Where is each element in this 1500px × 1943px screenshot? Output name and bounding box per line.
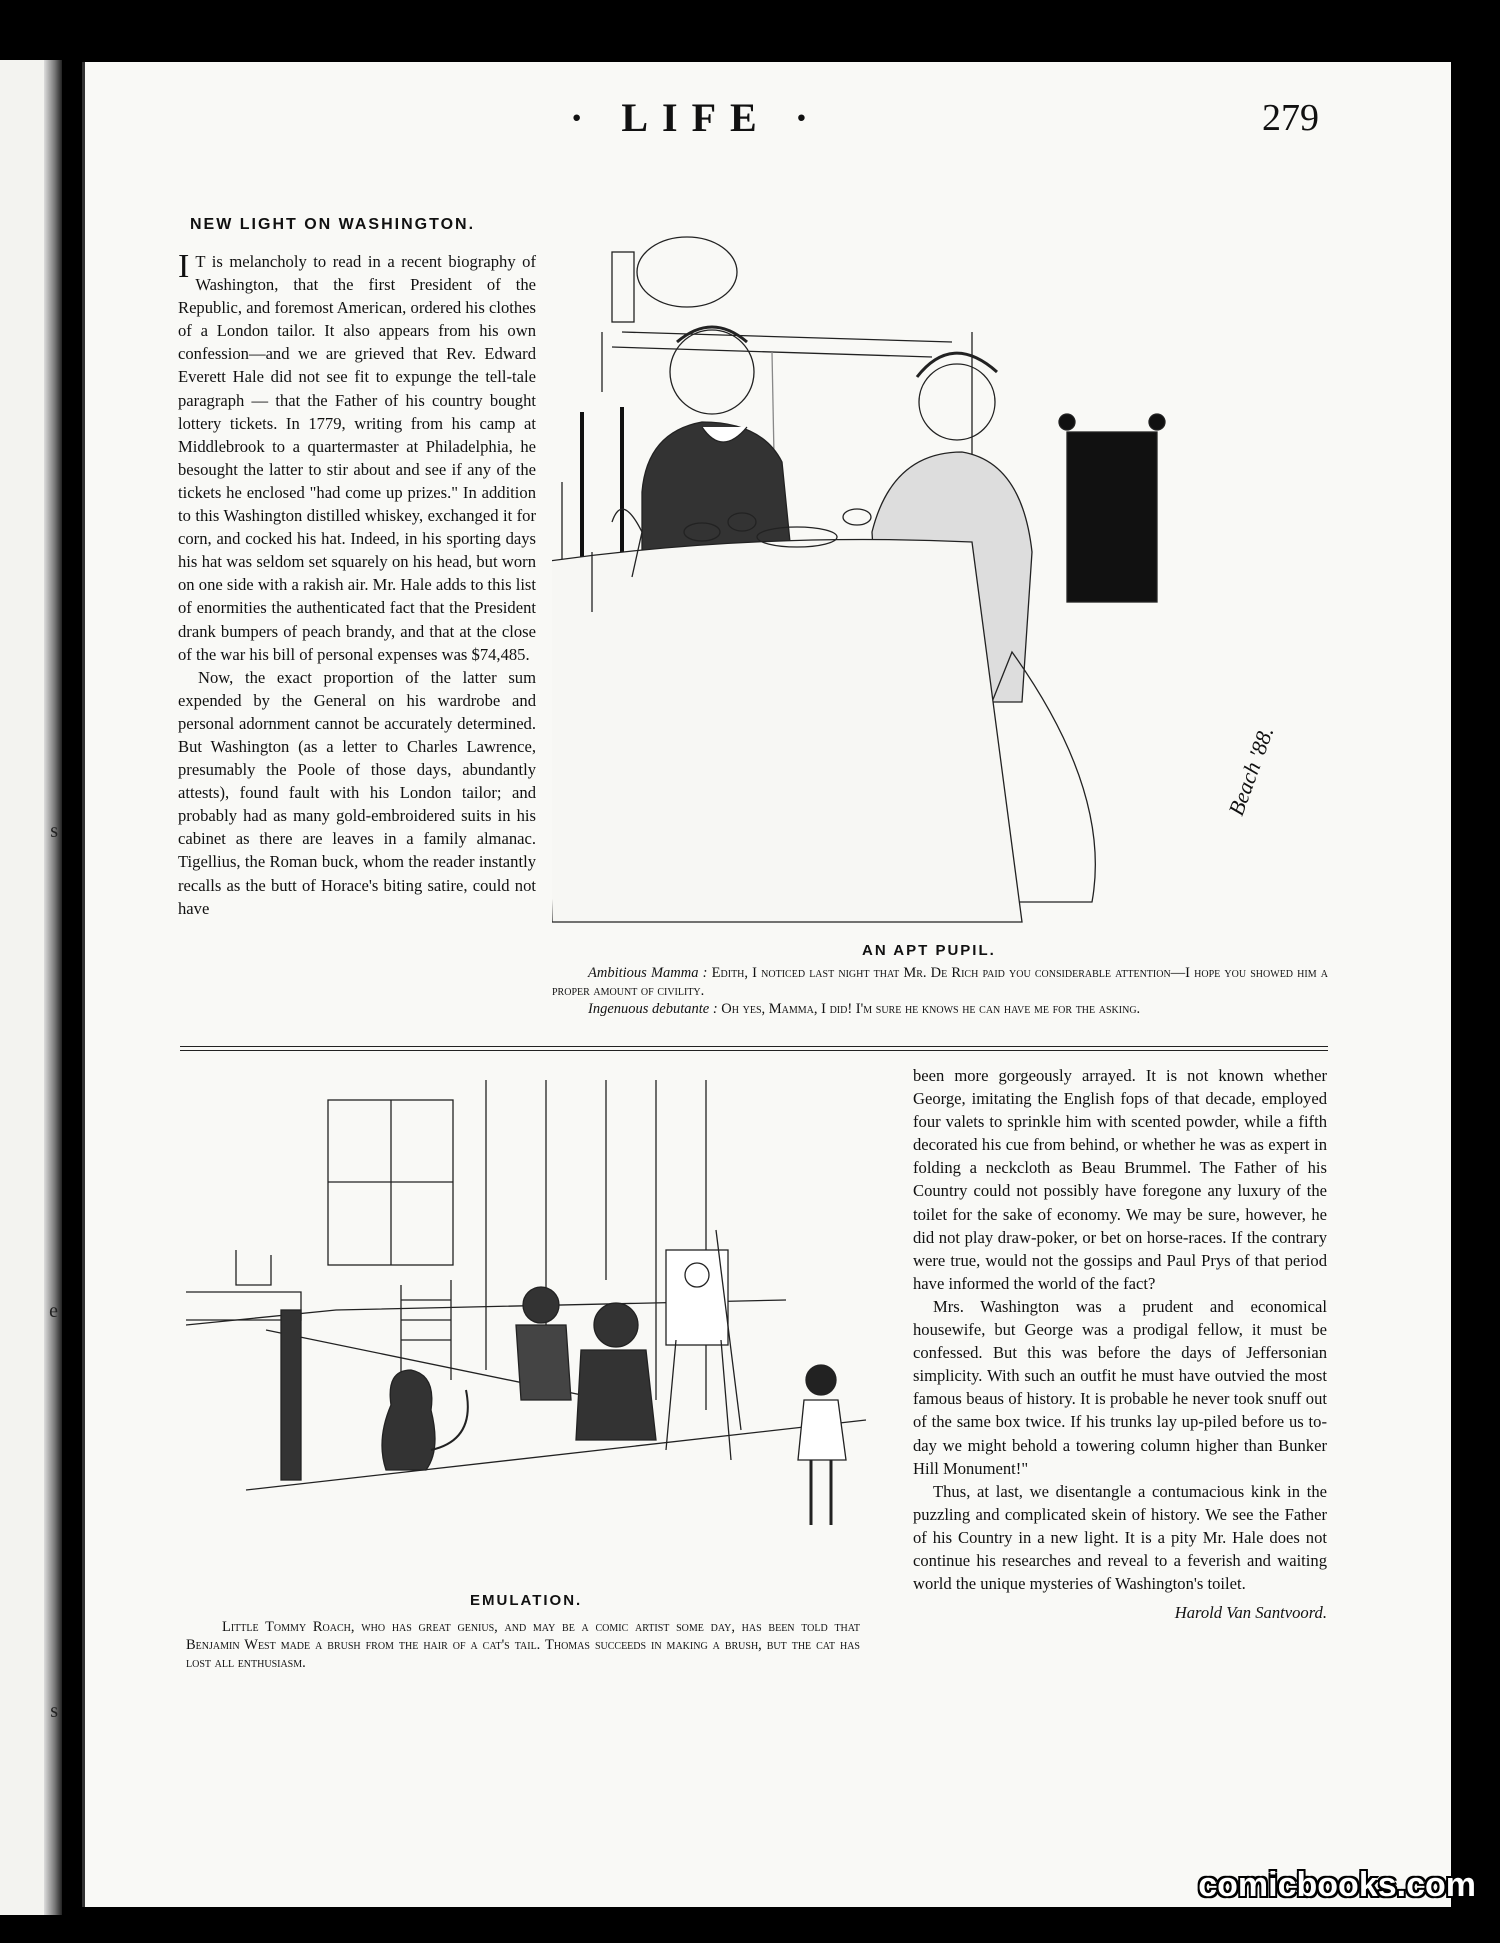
article-paragraph: IT is melancholy to read in a recent biography of Washington, that the first President of the Republic, and foremost American, ordered his clothes of a London tailor. It also appears from his own confession—and we are grieved that Rev. Edward Everett Hale did not see fit to expunge the tell-tale paragraph — that the Father of his country bought lottery tickets. In 1779, writing from his camp at Middlebrook to a quartermaster at Philadelphia, he besought the latter to stir about and see if any of the tickets he enclosed "had come up prizes." In addition to this Washington distilled whiskey, exchanged it for corn, and cocked his hat. Indeed, in his sporting days his hat was seldom set squarely on his head, but worn on one side with a rakish air. Mr. Hale adds to this list of enormities the authenticated fact that the President drank bumpers of peach brandy, and that at the close of the war his bill of personal expenses was $74,485. [178,248,536,664]
article-paragraph: Thus, at last, we disentangle a contumacious kink in the puzzling and complicated skein of history. We see the Father of his Country in a new light. It is a pity Mr. Hale does not continue his researches and reveal to a feverish and waiting world the unique mysteries of Washington's toilet. [913,1481,1327,1594]
page-number: 279 [1262,97,1319,139]
article-paragraph: Mrs. Washington was a prudent and economical housewife, but George was a prodigal fellow, it must be confessed. But this was before the days of Jeffersonian simplicity. With such an outfit he must have outvied the most famous beaus of history. It is probable he never took snuff out of the same box twice. If his trunks lay up-piled before us to-day we might behold a towering column higher than Bunker Hill Monument!" [913,1296,1327,1478]
dialogue-line: Edith, I noticed last night that Mr. De Rich paid you considerable attention—I hope you showed him a proper amount of civility. [552,965,1328,999]
article-paragraph: Now, the exact proportion of the latter sum expended by the General on his wardrobe and personal adornment cannot be accurately determined. But Washington (as a letter to Charles Lawrence, presumably the Poole of those days, abundantly attests), found fault with his London tailor; and probably had as many gold-embroidered suits in his cabinet as there are leaves in a family almanac. Tigellius, the Roman buck, whom the reader instantly recalls as the butt of Horace's biting satire, could not have [178,667,536,918]
article-column-2 [913,1064,1327,1624]
facing-page-edge [0,60,62,1915]
dialogue-line: Oh yes, Mamma, I did! I'm sure he knows he can have me for the asking. [721,1001,1141,1017]
artist-signature: Beach '88. [1223,723,1279,819]
facing-page-letters: s [50,1700,58,1722]
cartoon-title: AN APT PUPIL. [862,942,996,959]
cartoon-title: EMULATION. [470,1592,583,1609]
apt-pupil-illustration [552,232,1332,927]
cartoon-caption [552,964,1328,1018]
caption-text: Little Tommy Roach, who has great genius, and may be a comic artist some day, has been told that Benjamin West made a brush from the hair of a cat's tail. Thomas succeeds in making a brush, but the cat has lost all enthusiasm. [186,1619,860,1671]
page-gutter [44,60,62,1915]
facing-page-letters: s [50,820,58,842]
masthead: · LIFE · [570,95,823,140]
site-watermark: comicbooks.com [1198,1866,1476,1904]
section-divider [180,1046,1328,1047]
section-divider [180,1050,1328,1051]
speaker-label: Ingenuous debutante : [588,1001,718,1017]
article-paragraph: been more gorgeously arrayed. It is not known whether George, imitating the English fops of that decade, employed four valets to sprinkle him with scented powder, while a fifth decorated his cue from behind, or whether he was as expert in folding a neckcloth as Beau Brummel. The Father of his Country could not possibly have foregone any luxury of the toilet for the sake of economy. We may be sure, however, he did not play draw-poker, or bet on horse-races. If the contrary were true, would not the gossips and Paul Prys of that period have informed the world of the fact? [913,1066,1327,1293]
article-title: NEW LIGHT ON WASHINGTON. [190,216,476,233]
emulation-illustration [186,1070,876,1550]
speaker-label: Ambitious Mamma : [588,965,708,981]
article-column-1 [178,250,536,920]
cartoon-caption [186,1618,860,1672]
facing-page-letters: e [49,1300,58,1322]
author-signature: Harold Van Santvoord. [1174,1603,1327,1623]
